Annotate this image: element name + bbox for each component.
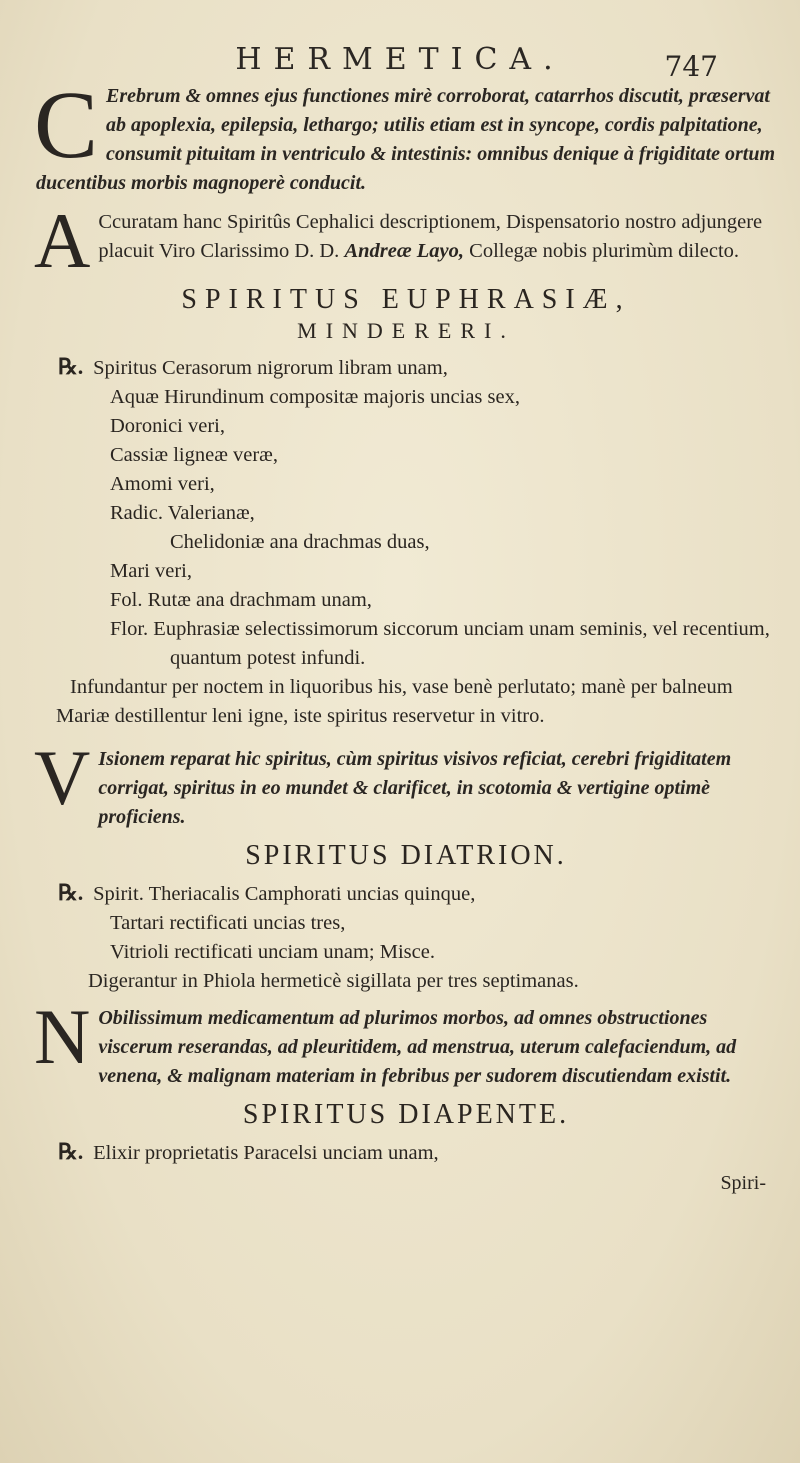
recipe-symbol: ℞. (58, 354, 84, 379)
drop-cap-a: A (34, 197, 91, 284)
ingredient-line: ℞. Elixir proprietatis Paracelsi unciam unam, (58, 1139, 439, 1164)
ingredient-line: ℞. Spiritus Cerasorum nigrorum libram unam, (58, 354, 448, 379)
dedicatee-name: Andreæ Layo, (344, 240, 465, 262)
dedication-paragraph (34, 197, 776, 284)
ingredient-line: Amomi veri, (110, 473, 215, 495)
dedication-text: Ccuratam hanc Spiritûs Cephalici descriptionem, Dispensatorio nostro adjungere placuit Viro Clarissimo D. D. Andreæ Layo, Collegæ nobis plurimùm dilecto. (98, 211, 763, 262)
ingredient-line: Chelidoniæ ana drachmas duas, (170, 531, 430, 553)
catchword: Spiri- (720, 1172, 766, 1194)
euphrasia-method: Infundantur per noctem in liquoribus his, vase benè perlutato; manè per balneum Mariæ destillentur leni igne, iste spiritus reservetur in vitro. (56, 676, 733, 727)
section-title-diapente: SPIRITUS DIAPENTE. (242, 1099, 570, 1130)
diatrion-virtues-text: Obilissimum medicamentum ad plurimos morbos, ad omnes obstructiones viscerum reserandas, ad pleuritidem, ad menstrua, uterum calefaciendum, ad venena, & malignam materiam in febribus per sudorem discutiendam existit. (98, 1007, 737, 1087)
cephalic-spirit-virtues (34, 71, 776, 198)
diatrion-virtues (34, 993, 776, 1091)
section-title-euphrasiae: SPIRITUS EUPHRASIÆ, (181, 284, 631, 315)
diatrion-method: Digerantur in Phiola hermeticè sigillata per tres septimanas. (88, 970, 579, 992)
ingredient-line: Flor. Euphrasiæ selectissimorum siccorum unciam unam seminis, vel recentium, quantum potest infundi. (110, 618, 770, 669)
ingredient-line: Vitrioli rectificati unciam unam; Misce. (110, 941, 435, 963)
ingredient-line: Tartari rectificati uncias tres, (110, 912, 346, 934)
section-subtitle-minderer: MINDERERI. (297, 318, 515, 343)
ingredient-line: Mari veri, (110, 560, 192, 582)
ingredient-line: Fol. Rutæ ana drachmam unam, (110, 589, 372, 611)
recipe-symbol: ℞. (58, 880, 84, 905)
ingredient-line: Doronici veri, (110, 415, 225, 437)
recipe-symbol: ℞. (58, 1139, 84, 1164)
ingredient-line: Aquæ Hirundinum compositæ majoris uncias sex, (110, 386, 520, 408)
page-body (34, 71, 776, 1195)
page-number: 747 (664, 50, 718, 83)
section-title-diatrion: SPIRITUS DIATRION. (245, 840, 567, 871)
drop-cap-n: N (34, 993, 91, 1080)
ingredient-line: Radic. Valerianæ, (110, 502, 255, 524)
diatrion-recipe (58, 878, 776, 967)
drop-cap-v: V (34, 734, 91, 821)
diapente-recipe (58, 1137, 776, 1168)
euphrasia-virtues (34, 734, 776, 832)
running-head (0, 42, 800, 83)
drop-cap-c: C (34, 71, 99, 178)
ingredient-line: Cassiæ ligneæ veræ, (110, 444, 278, 466)
cephalic-virtues-text: Erebrum & omnes ejus functiones mirè corroborat, catarrhos discutit, præservat ab apoplexia, epilepsia, lethargo; utilis etiam est in syncope, cordis palpitatione, consumit pituitam in ventriculo & intestinis: omnibus denique à frigiditate ortum ducentibus morbis magnoperè conducit. (36, 85, 776, 194)
ingredient-line: ℞. Spirit. Theriacalis Camphorati uncias quinque, (58, 880, 476, 905)
euphrasia-recipe (58, 352, 776, 673)
running-title: HERMETICA. (235, 42, 565, 77)
euphrasia-virtues-text: Isionem reparat hic spiritus, cùm spiritus visivos reficiat, cerebri frigiditatem corrigat, spiritus in eo mundet & clarificet, in scotomia & vertigine optimè proficiens. (98, 748, 732, 828)
